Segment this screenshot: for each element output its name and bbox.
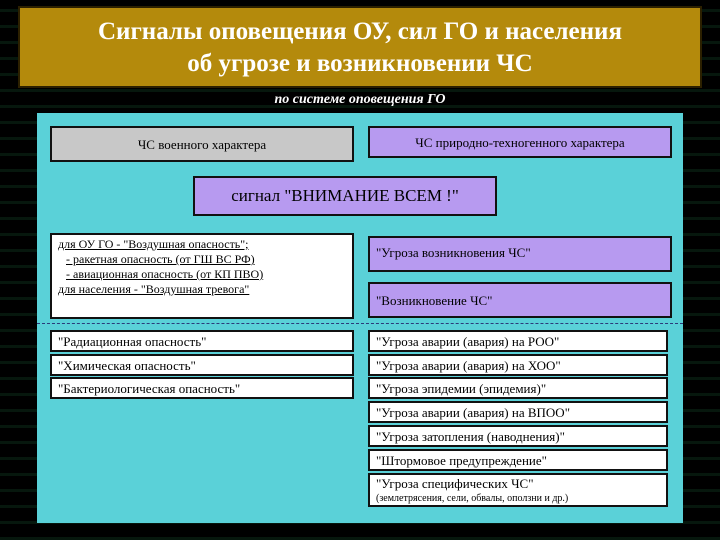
occurrence-box: "Возникновение ЧС" xyxy=(368,282,672,318)
air-line-3: - авиационная опасность (от КП ПВО) xyxy=(66,267,264,281)
threat-box: "Угроза возникновения ЧС" xyxy=(368,236,672,272)
right-item-specific xyxy=(368,473,668,507)
left-item-bacterial: "Бактериологическая опасность" xyxy=(50,377,354,399)
left-item-chemical: "Химическая опасность" xyxy=(50,354,354,376)
specific-label: "Угроза специфических ЧС" xyxy=(376,476,534,491)
specific-note: (землетрясения, сели, обвалы, оползни и др.) xyxy=(376,493,569,504)
air-line-2: - ракетная опасность (от ГШ ВС РФ) xyxy=(66,252,255,266)
subtitle: по системе оповещения ГО xyxy=(274,92,446,107)
right-item-flood: "Угроза затопления (наводнения)" xyxy=(368,425,668,447)
slide-title xyxy=(18,6,702,88)
left-item-radiation: "Радиационная опасность" xyxy=(50,330,354,352)
divider-line xyxy=(37,323,683,324)
category-military: ЧС военного характера xyxy=(50,126,354,162)
air-line-1: для ОУ ГО - "Воздушная опасность"; xyxy=(58,237,249,251)
right-item-roo: "Угроза аварии (авария) на РОО" xyxy=(368,330,668,352)
right-item-storm: "Штормовое предупреждение" xyxy=(368,449,668,471)
right-item-vpoo: "Угроза аварии (авария) на ВПОО" xyxy=(368,401,668,423)
main-signal: сигнал "ВНИМАНИЕ ВСЕМ !" xyxy=(193,176,497,216)
air-line-4: для населения - "Воздушная тревога" xyxy=(58,282,250,296)
title-line-2: об угрозе и возникновении ЧС xyxy=(187,50,533,77)
title-line-1: Сигналы оповещения ОУ, сил ГО и населения xyxy=(98,18,622,45)
air-danger-box xyxy=(50,233,354,319)
right-item-hoo: "Угроза аварии (авария) на ХОО" xyxy=(368,354,668,376)
right-item-epidemic: "Угроза эпидемии (эпидемия)" xyxy=(368,377,668,399)
category-natural: ЧС природно-техногенного характера xyxy=(368,126,672,158)
